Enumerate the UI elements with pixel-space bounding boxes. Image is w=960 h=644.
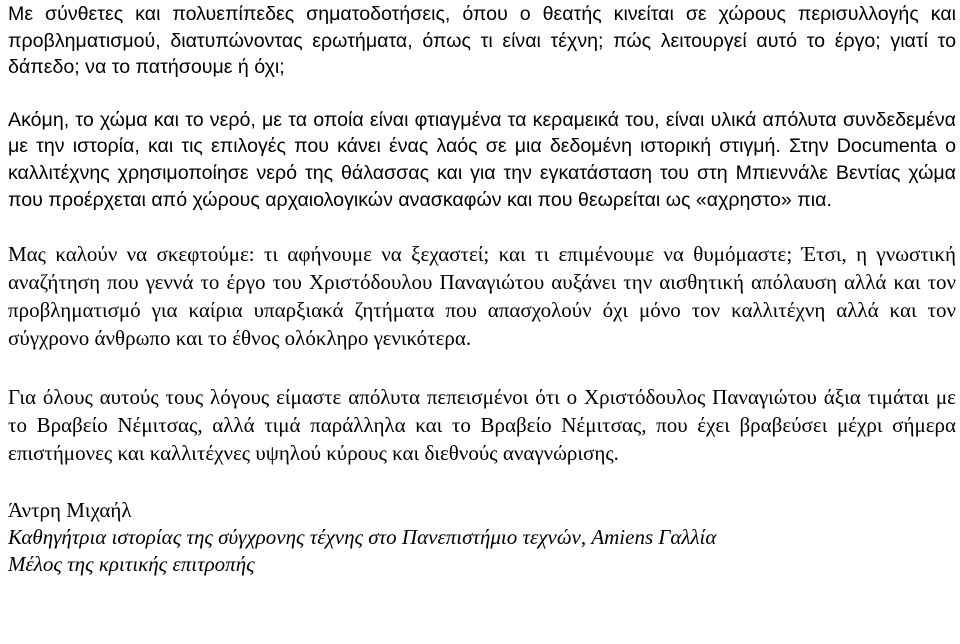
document-page [8,0,956,578]
paragraph-materials: Ακόμη, το χώμα και το νερό, με τα οποία είναι φτιαγμένα τα κεραμεικά του, είναι υλικά απόλυτα συνδεδεμένα με την ιστορία, και τις επιλογές που κάνει ένας λαός σε μια δεδομένη ιστορική στιγμή. Στην Documenta ο καλλιτέχνης χρησιμοποίησε νερό της θάλασσας και για την εγκατάσταση του στη Μπιεννάλε Βεντίας χώμα που προέρχεται από χώρους αρχαιολογικών ανασκαφών και που θεωρείται ως «αχρηστο» πια. [8,108,956,211]
signature-name: Άντρη Μιχαήλ [8,498,132,523]
signature-role: Μέλος της κριτικής επιτροπής [8,552,255,577]
signature-title: Καθηγήτρια ιστορίας της σύγχρονης τέχνης στο Πανεπιστήμιο τεχνών, Amiens Γαλλία [8,525,717,550]
paragraph-reflection: Μας καλούν να σκεφτούμε: τι αφήνουμε να ξεχαστεί; και τι επιμένουμε να θυμόμαστε; Έτσι, η γνωστική αναζήτηση που γεννά το έργο του Χριστόδουλου Παναγιώτου αυξάνει την αισθητική απόλαυση αλλά και τον προβληματισμό για καίρια υπαρξιακά ζητήματα που απασχολούν όχι μόνο τον καλλιτέχνη αλλά και τον σύγχρονο άνθρωπο και το έθνος ολόκληρο γενικότερα. [8,242,956,351]
paragraph-intro: Με σύνθετες και πολυεπίπεδες σηματοδοτήσεις, όπου ο θεατής κινείται σε χώρους περισυλλογής και προβληματισμού, διατυπώνοντας ερωτήματα, όπως τι είναι τέχνη; πώς λειτουργεί αυτό το έργο; γιατί το δάπεδο; να το πατήσουμε ή όχι; [8,3,956,79]
signature-block [8,497,956,578]
paragraph-award: Για όλους αυτούς τους λόγους είμαστε απόλυτα πεπεισμένοι ότι ο Χριστόδουλος Παναγιώτου άξια τιμάται με το Βραβείο Νέμιτσας, αλλά τιμά παράλληλα και το Βραβείο Νέμιτσας, που έχει βραβεύσει μέχρι σήμερα επιστήμονες και καλλιτέχνες υψηλού κύρους και διεθνούς αναγνώρισης. [8,385,956,466]
